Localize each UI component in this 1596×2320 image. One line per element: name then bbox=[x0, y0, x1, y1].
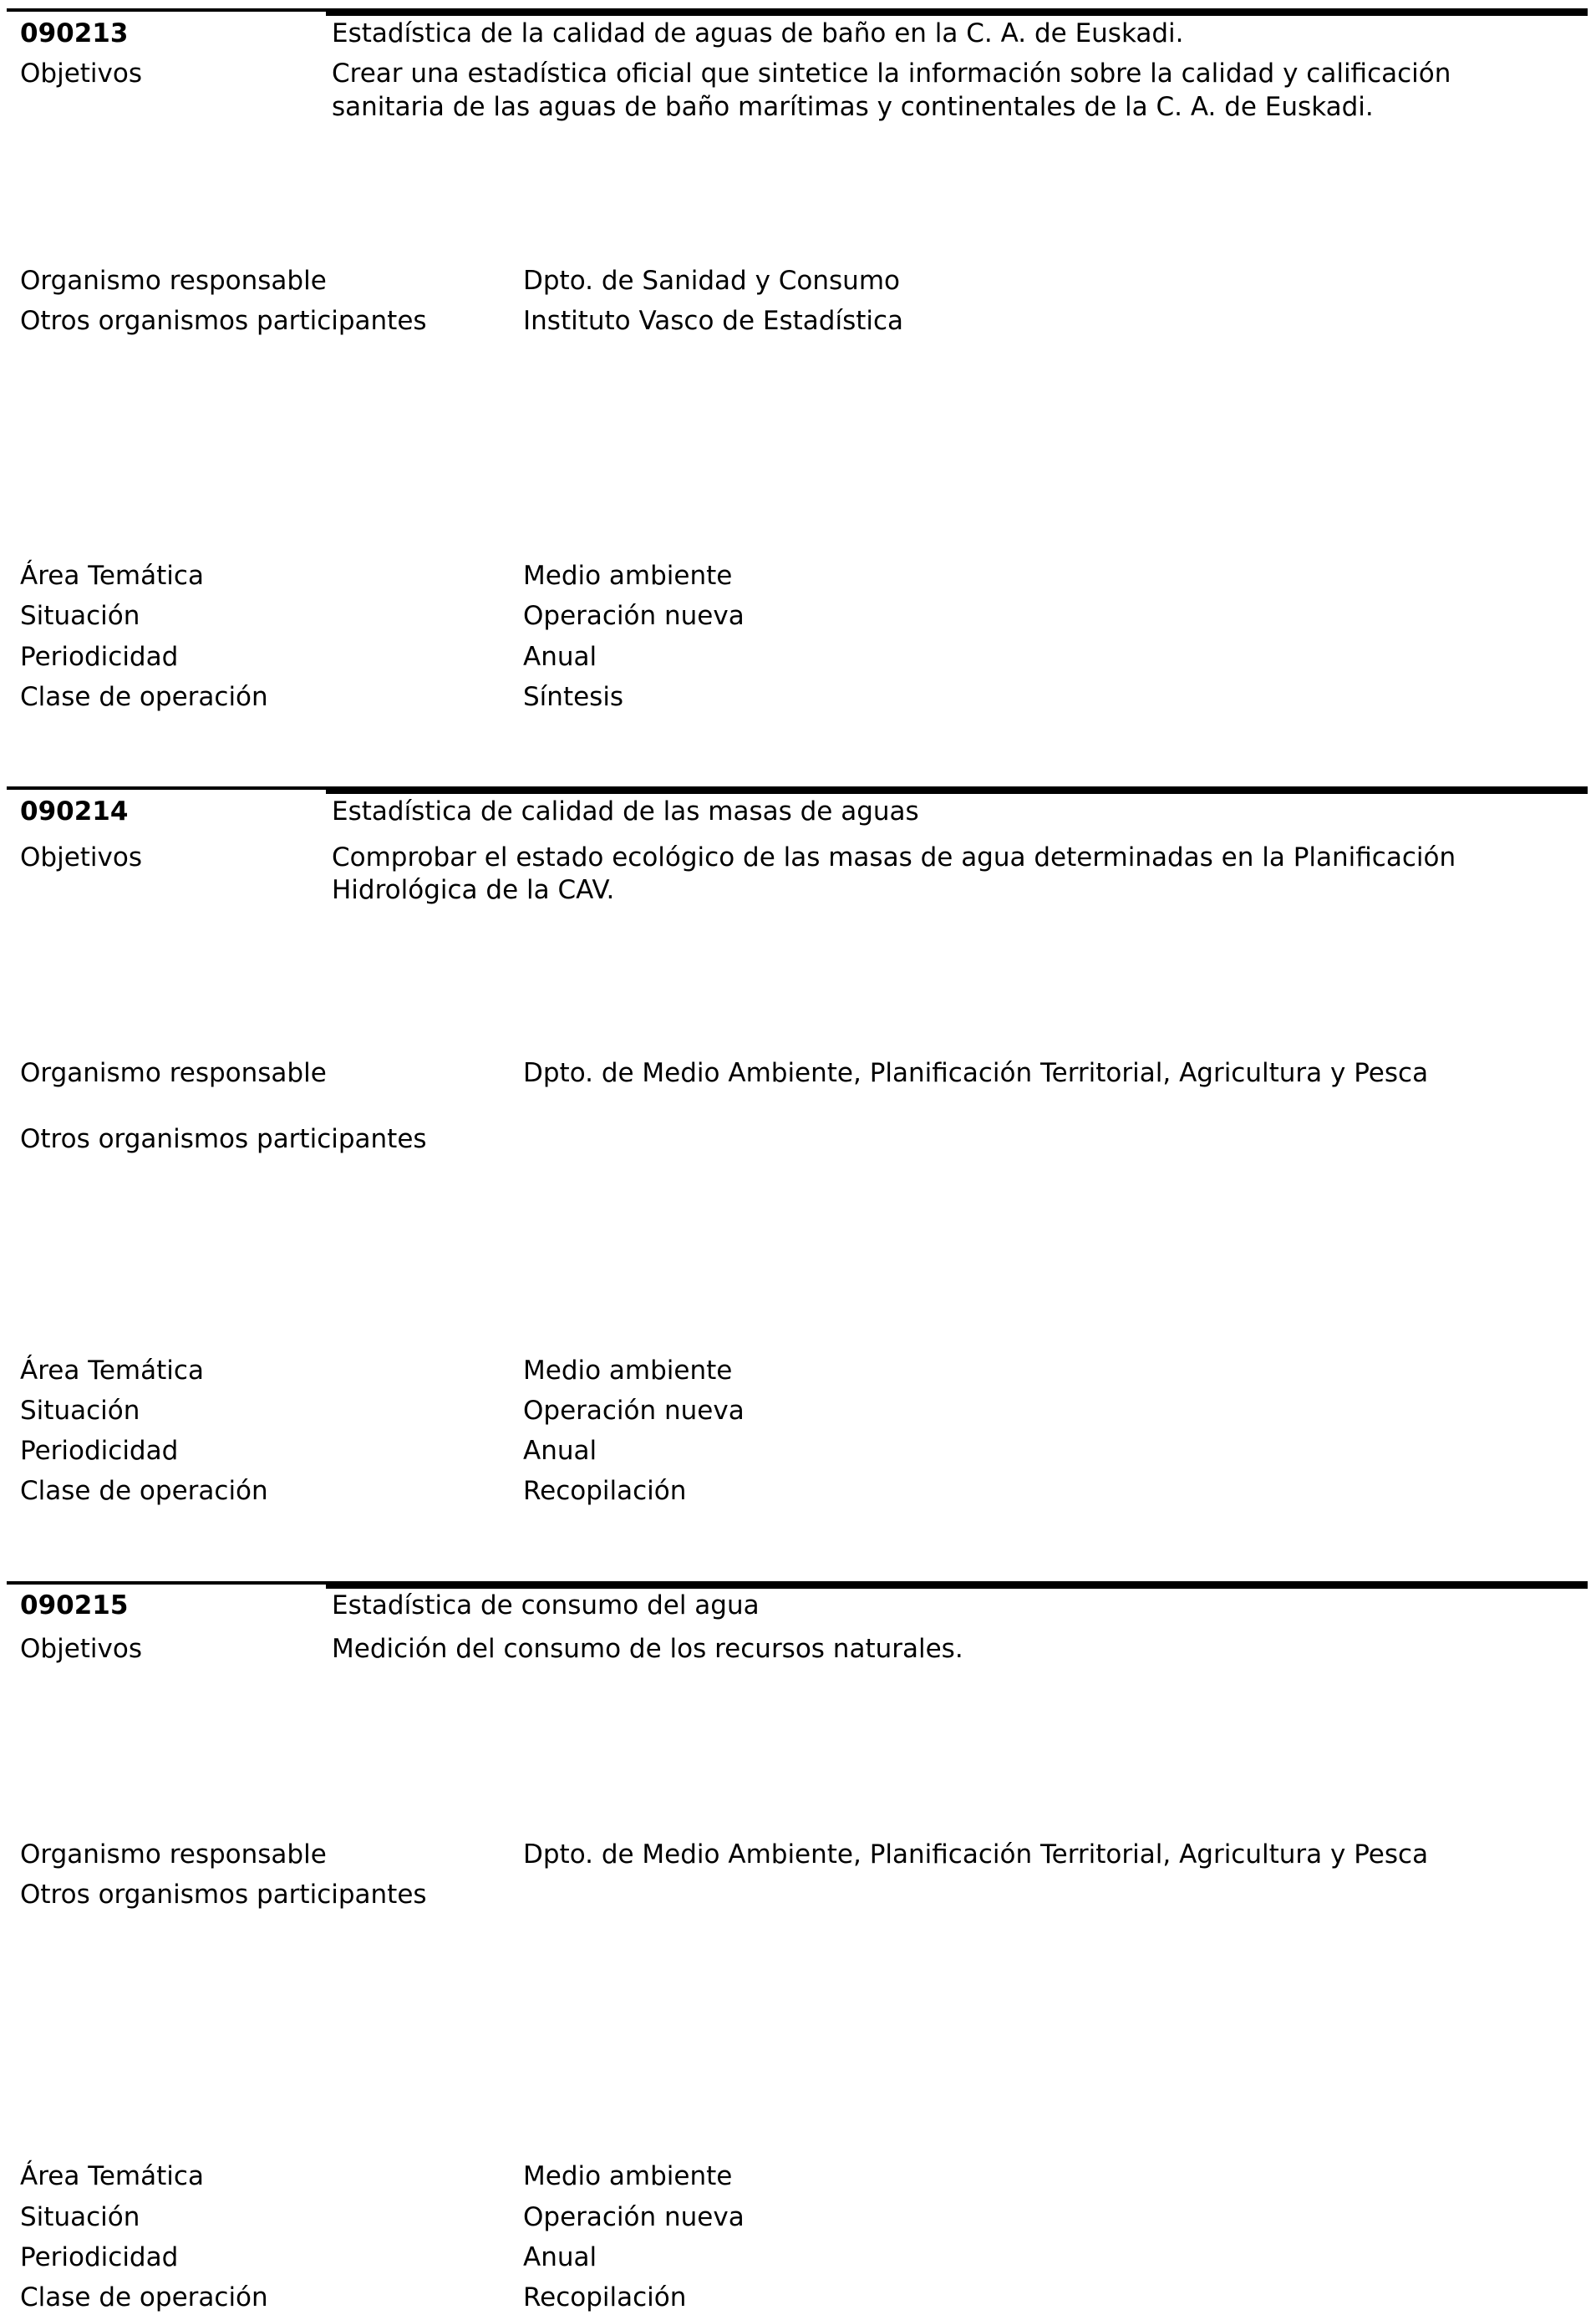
periodicidad-label: Periodicidad bbox=[20, 642, 179, 672]
objetivos-label: Objetivos bbox=[20, 1634, 142, 1664]
objetivos-line: Crear una estadística oficial que sintetice la información sobre la calidad y calificación bbox=[332, 59, 1451, 89]
situacion-label: Situación bbox=[20, 2202, 140, 2232]
situacion-value: Operación nueva bbox=[523, 601, 745, 631]
area-tematica-label: Área Temática bbox=[20, 1356, 204, 1386]
entry-code: 090215 bbox=[20, 1590, 129, 1620]
organismo-responsable-value: Dpto. de Medio Ambiente, Planificación Territorial, Agricultura y Pesca bbox=[523, 1058, 1429, 1088]
periodicidad-label: Periodicidad bbox=[20, 2242, 179, 2272]
entry-top-rule-right bbox=[326, 786, 1588, 794]
periodicidad-value: Anual bbox=[523, 1436, 597, 1466]
otros-organismos-label: Otros organismos participantes bbox=[20, 1880, 427, 1910]
periodicidad-label: Periodicidad bbox=[20, 1436, 179, 1466]
clase-operacion-label: Clase de operación bbox=[20, 682, 268, 712]
periodicidad-value: Anual bbox=[523, 2242, 597, 2272]
area-tematica-value: Medio ambiente bbox=[523, 1356, 733, 1386]
objetivos-label: Objetivos bbox=[20, 842, 142, 873]
situacion-value: Operación nueva bbox=[523, 1396, 745, 1426]
clase-operacion-value: Síntesis bbox=[523, 682, 624, 712]
area-tematica-label: Área Temática bbox=[20, 561, 204, 591]
clase-operacion-label: Clase de operación bbox=[20, 1476, 268, 1506]
entry-top-rule-right bbox=[326, 1581, 1588, 1589]
organismo-responsable-label: Organismo responsable bbox=[20, 266, 327, 296]
organismo-responsable-value: Dpto. de Medio Ambiente, Planificación Territorial, Agricultura y Pesca bbox=[523, 1839, 1429, 1870]
organismo-responsable-value: Dpto. de Sanidad y Consumo bbox=[523, 266, 900, 296]
entry-code: 090214 bbox=[20, 796, 129, 827]
area-tematica-value: Medio ambiente bbox=[523, 2161, 733, 2191]
objetivos-line: Medición del consumo de los recursos naturales. bbox=[332, 1634, 963, 1664]
objetivos-label: Objetivos bbox=[20, 59, 142, 89]
objetivos-line: Hidrológica de la CAV. bbox=[332, 875, 615, 905]
entry-title: Estadística de calidad de las masas de aguas bbox=[332, 796, 919, 827]
area-tematica-value: Medio ambiente bbox=[523, 561, 733, 591]
situacion-label: Situación bbox=[20, 1396, 140, 1426]
area-tematica-label: Área Temática bbox=[20, 2161, 204, 2191]
situacion-value: Operación nueva bbox=[523, 2202, 745, 2232]
entry-top-rule-left bbox=[7, 1581, 326, 1585]
entry-code: 090213 bbox=[20, 18, 129, 48]
objetivos-line: Comprobar el estado ecológico de las masas de agua determinadas en la Planificación bbox=[332, 842, 1456, 873]
entry-title: Estadística de consumo del agua bbox=[332, 1590, 760, 1620]
situacion-label: Situación bbox=[20, 601, 140, 631]
otros-organismos-label: Otros organismos participantes bbox=[20, 306, 427, 336]
clase-operacion-value: Recopilación bbox=[523, 2282, 687, 2312]
otros-organismos-label: Otros organismos participantes bbox=[20, 1124, 427, 1154]
clase-operacion-label: Clase de operación bbox=[20, 2282, 268, 2312]
clase-operacion-value: Recopilación bbox=[523, 1476, 687, 1506]
entry-top-rule-right bbox=[326, 8, 1588, 16]
organismo-responsable-label: Organismo responsable bbox=[20, 1058, 327, 1088]
objetivos-line: sanitaria de las aguas de baño marítimas y continentales de la C. A. de Euskadi. bbox=[332, 92, 1374, 122]
organismo-responsable-label: Organismo responsable bbox=[20, 1839, 327, 1870]
periodicidad-value: Anual bbox=[523, 642, 597, 672]
entry-title: Estadística de la calidad de aguas de baño en la C. A. de Euskadi. bbox=[332, 18, 1184, 48]
otros-organismos-value: Instituto Vasco de Estadística bbox=[523, 306, 904, 336]
entry-top-rule-left bbox=[7, 8, 326, 12]
entry-top-rule-left bbox=[7, 786, 326, 790]
